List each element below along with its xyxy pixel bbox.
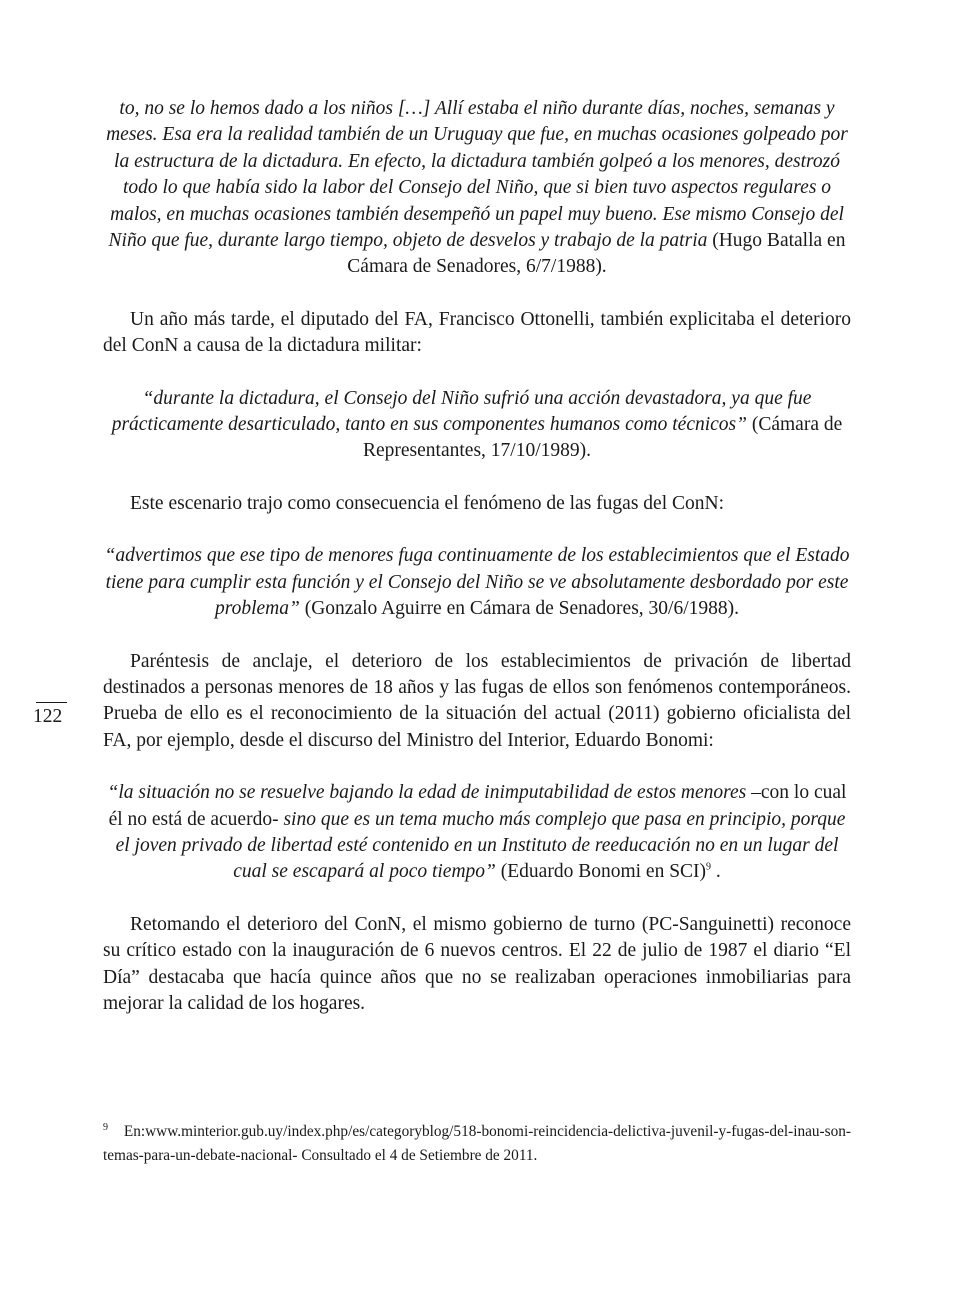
quote-end: .	[711, 861, 721, 883]
quote-text: “la situación no se resuelve bajando la edad de inimputabilidad de estos menores	[107, 782, 747, 804]
page-number: 122	[33, 706, 63, 727]
footnote-ref[interactable]: 9	[706, 861, 712, 873]
quote-citation: (Hugo Batalla en Cámara de Senadores, 6/7/1988).	[347, 230, 846, 278]
block-quote-ottonelli	[103, 386, 851, 465]
paragraph-ottonelli: Un año más tarde, el diputado del FA, Francisco Ottonelli, también explicitaba el deterioro del ConN a causa de la dictadura militar:	[103, 308, 851, 357]
footnote-marker: 9	[103, 1121, 108, 1133]
quote-citation: (Eduardo Bonomi en SCI)	[495, 861, 707, 883]
paragraph-retomando: Retomando el deterioro del ConN, el mismo gobierno de turno (PC-Sanguinetti) reconoce su crítico estado con la inauguración de 6 nuevos centros. El 22 de julio de 1987 el diario “El Día” destacaba que hacía quince años que no se realizaban operaciones inmobiliarias para mejorar la calidad de los hogares.	[103, 913, 851, 1014]
block-quote-batalla	[103, 96, 851, 281]
quote-text: “durante la dictadura, el Consejo del Niño sufrió una acción devastadora, ya que fue prácticamente desarticulado, tanto en sus componentes humanos como técnicos”	[111, 387, 812, 436]
page-number-rule	[36, 702, 67, 703]
paragraph-parentesis: Paréntesis de anclaje, el deterioro de los establecimientos de privación de libertad destinados a personas menores de 18 años y las fugas de ellos son fenómenos contemporáneos. Prueba de ello es el reconocimiento de la situación del actual (2011) gobierno oficialista del FA, por ejemplo, desde el discurso del Ministro del Interior, Eduardo Bonomi:	[103, 650, 851, 751]
quote-text-cont: sino que es un tema mucho más complejo que pasa en principio, porque el joven privado de libertad esté contenido en un Instituto de reeducación no en un lugar del cual se escapará al poco tiempo”	[115, 808, 846, 883]
block-quote-aguirre	[103, 543, 851, 622]
quote-citation: (Cámara de Representantes, 17/10/1989).	[363, 414, 843, 462]
quote-text: to, no se lo hemos dado a los niños […] Allí estaba el niño durante días, noches, semanas y meses. Esa era la realidad también de un Uruguay que fue, en muchas ocasiones golpeado por la estructura de la dictadura. En efecto, la dictadura también golpeó a los menores, destrozó todo lo que había sido la labor del Consejo del Niño, que si bien tuvo aspectos regulares o malos, en muchas ocasiones también desempeñó un papel muy bueno. Ese mismo Consejo del Niño que fue, durante largo tiempo, objeto de desvelos y trabajo de la patria	[106, 98, 848, 252]
block-quote-bonomi	[103, 780, 851, 886]
page-body	[103, 96, 851, 1017]
footnote	[103, 1120, 851, 1168]
paragraph-escenario: Este escenario trajo como consecuencia el fenómeno de las fugas del ConN:	[130, 492, 724, 514]
quote-aside: –con lo cual él no está de acuerdo-	[108, 782, 847, 830]
quote-text: “advertimos que ese tipo de menores fuga continuamente de los establecimientos que el Estado tiene para cumplir esta función y el Consejo del Niño se ve absolutamente desbordado por este problema”	[104, 545, 850, 620]
footnote-text: En:www.minterior.gub.uy/index.php/es/categoryblog/518-bonomi-reincidencia-delictiva-juvenil-y-fugas-del-inau-son-temas-para-un-debate-nacional- Consultado el 4 de Setiembre de 2011.	[103, 1123, 851, 1164]
quote-citation: (Gonzalo Aguirre en Cámara de Senadores, 30/6/1988).	[299, 598, 740, 620]
